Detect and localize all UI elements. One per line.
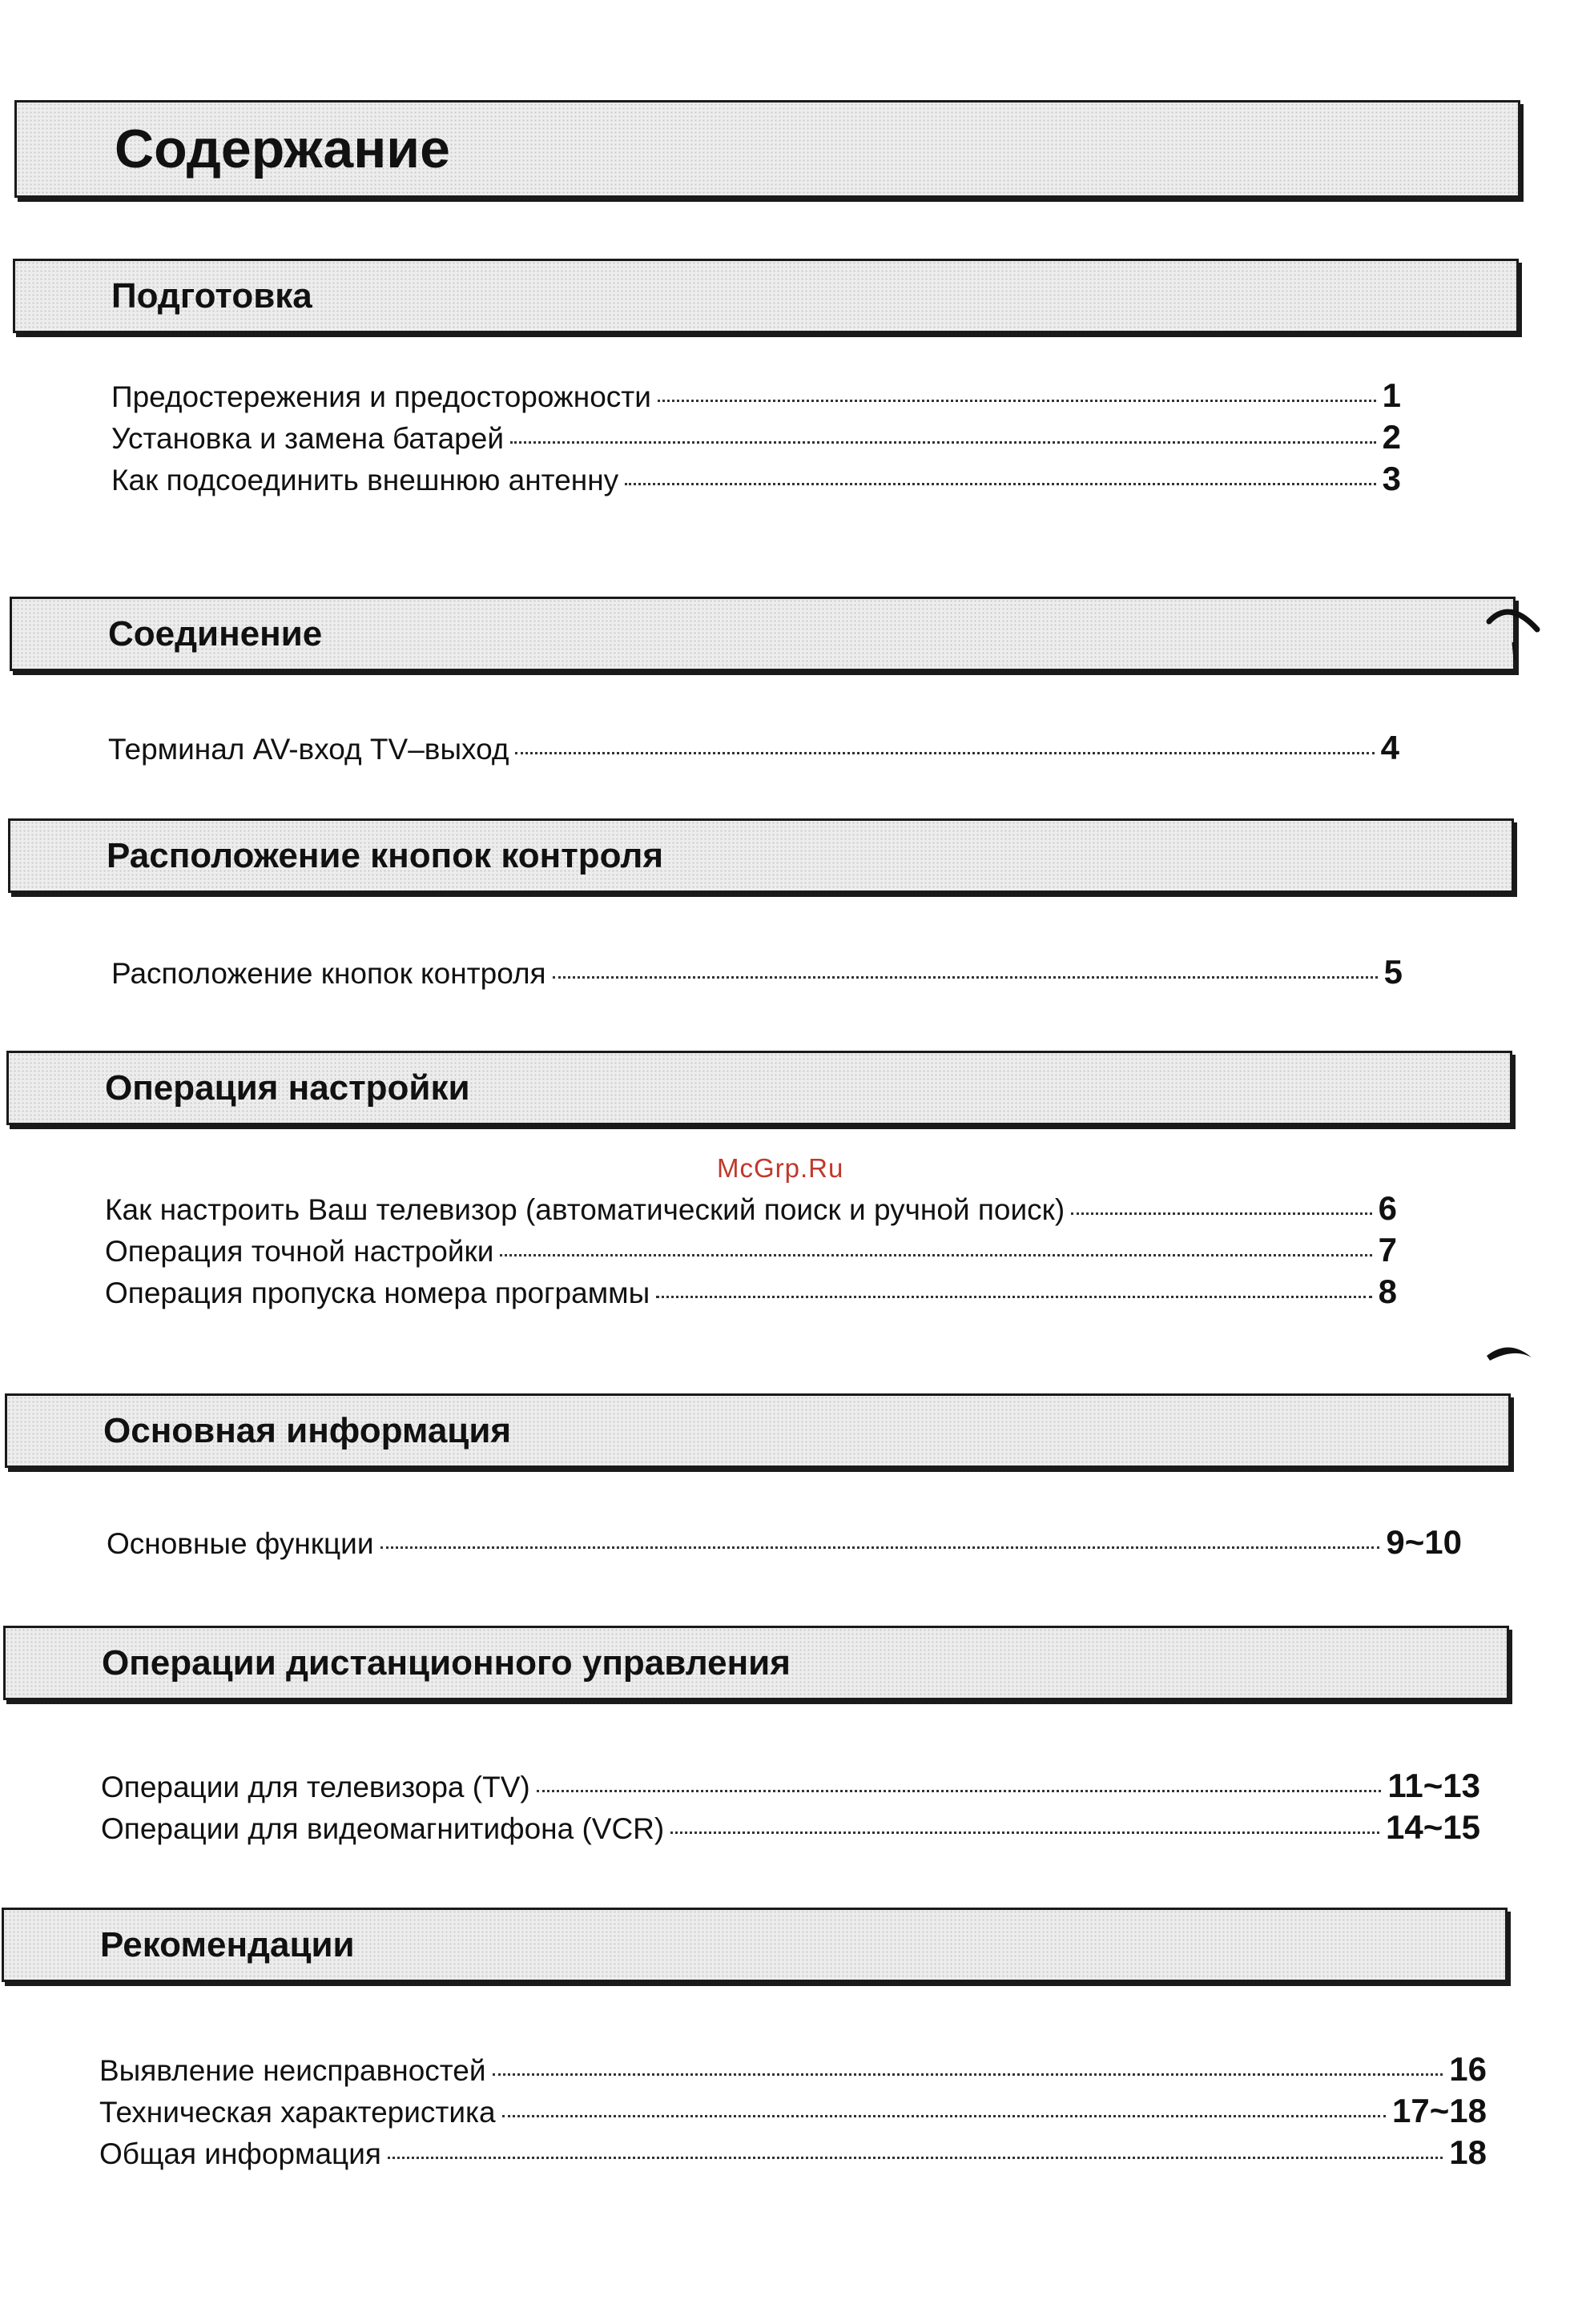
toc-entry-label: Предостережения и предосторожности <box>111 380 651 413</box>
toc-entry-label: Выявление неисправностей <box>99 2054 486 2087</box>
toc-entry[interactable] <box>111 953 1403 993</box>
dot-leader <box>1071 1212 1371 1215</box>
contents-title-box <box>14 100 1520 198</box>
dot-leader <box>537 1790 1382 1792</box>
section-title: Основная информация <box>103 1410 512 1450</box>
dot-leader <box>502 2115 1386 2117</box>
toc-entry-page: 11~13 <box>1387 1767 1480 1804</box>
dot-leader <box>493 2073 1443 2076</box>
dot-leader <box>388 2157 1443 2159</box>
toc-entry[interactable] <box>111 376 1401 416</box>
toc-entry-label: Операция пропуска номера программы <box>105 1277 650 1309</box>
toc-entry-page: 5 <box>1383 953 1403 991</box>
section-header-basic-info <box>5 1393 1511 1468</box>
toc-entry-page: 18 <box>1449 2133 1487 2171</box>
dot-leader <box>656 1296 1371 1298</box>
toc-entry-page: 8 <box>1378 1273 1397 1310</box>
dot-leader <box>510 441 1376 444</box>
toc-entry-label: Техническая характеристика <box>99 2096 496 2129</box>
toc-entry-page: 7 <box>1378 1231 1397 1269</box>
toc-entry[interactable] <box>111 460 1401 500</box>
toc-entry-label: Расположение кнопок контроля <box>111 957 546 990</box>
toc-entry[interactable] <box>105 1231 1397 1271</box>
toc-entry[interactable] <box>99 2133 1487 2173</box>
toc-entry[interactable] <box>101 1808 1480 1848</box>
toc-entry-page: 9~10 <box>1386 1523 1462 1561</box>
toc-entry[interactable] <box>105 1189 1397 1229</box>
section-title: Операции дистанционного управления <box>102 1642 791 1683</box>
section-title: Рекомендации <box>100 1924 355 1964</box>
dot-leader <box>553 976 1378 979</box>
toc-entry-label: Операция точной настройки <box>105 1235 494 1268</box>
binding-mark-icon <box>1486 593 1542 665</box>
section-title: Подготовка <box>111 275 312 316</box>
toc-entry[interactable] <box>99 2050 1487 2090</box>
page-title: Содержание <box>115 119 450 179</box>
dot-leader <box>500 1254 1371 1256</box>
toc-entry-page: 6 <box>1378 1189 1397 1227</box>
toc-entry[interactable] <box>111 418 1401 458</box>
dot-leader <box>380 1546 1380 1549</box>
toc-entry-label: Как настроить Ваш телевизор (автоматический поиск и ручной поиск) <box>105 1193 1065 1226</box>
toc-entry[interactable] <box>107 1523 1462 1563</box>
section-header-remote-control <box>3 1626 1509 1700</box>
toc-entry-label: Основные функции <box>107 1527 374 1560</box>
toc-entry-page: 1 <box>1382 376 1401 414</box>
toc-entry-label: Установка и замена батарей <box>111 422 504 455</box>
section-title: Операция настройки <box>105 1068 470 1108</box>
toc-entry-label: Как подсоединить внешнюю антенну <box>111 464 619 497</box>
dot-leader <box>670 1831 1379 1834</box>
toc-entry-page: 3 <box>1382 460 1401 497</box>
section-header-recommendations <box>2 1908 1508 1982</box>
toc-entry-label: Операции для телевизора (TV) <box>101 1771 530 1803</box>
section-header-connection <box>10 597 1516 671</box>
toc-entry[interactable] <box>105 1273 1397 1313</box>
toc-entry-page: 4 <box>1380 729 1399 766</box>
toc-entry-label: Общая информация <box>99 2137 381 2170</box>
section-header-tuning <box>6 1051 1512 1125</box>
section-header-preparation <box>13 259 1519 333</box>
toc-entry-label: Операции для видеомагнитифона (VCR) <box>101 1812 665 1845</box>
section-header-controls-location <box>8 818 1514 893</box>
binding-mark-icon <box>1482 1333 1538 1381</box>
toc-entry[interactable] <box>101 1767 1480 1807</box>
toc-entry[interactable] <box>108 729 1399 769</box>
toc-entry-page: 2 <box>1382 418 1401 456</box>
toc-entry-page: 14~15 <box>1386 1808 1480 1846</box>
toc-entry-page: 17~18 <box>1392 2092 1487 2129</box>
toc-entry-label: Терминал AV-вход TV–выход <box>108 733 509 766</box>
section-title: Расположение кнопок контроля <box>107 835 664 875</box>
toc-entry[interactable] <box>99 2092 1487 2132</box>
dot-leader <box>658 400 1376 402</box>
toc-entry-page: 16 <box>1449 2050 1487 2088</box>
section-title: Соединение <box>108 613 323 653</box>
watermark-text: McGrp.Ru <box>717 1153 844 1183</box>
dot-leader <box>515 752 1374 754</box>
dot-leader <box>625 483 1375 485</box>
